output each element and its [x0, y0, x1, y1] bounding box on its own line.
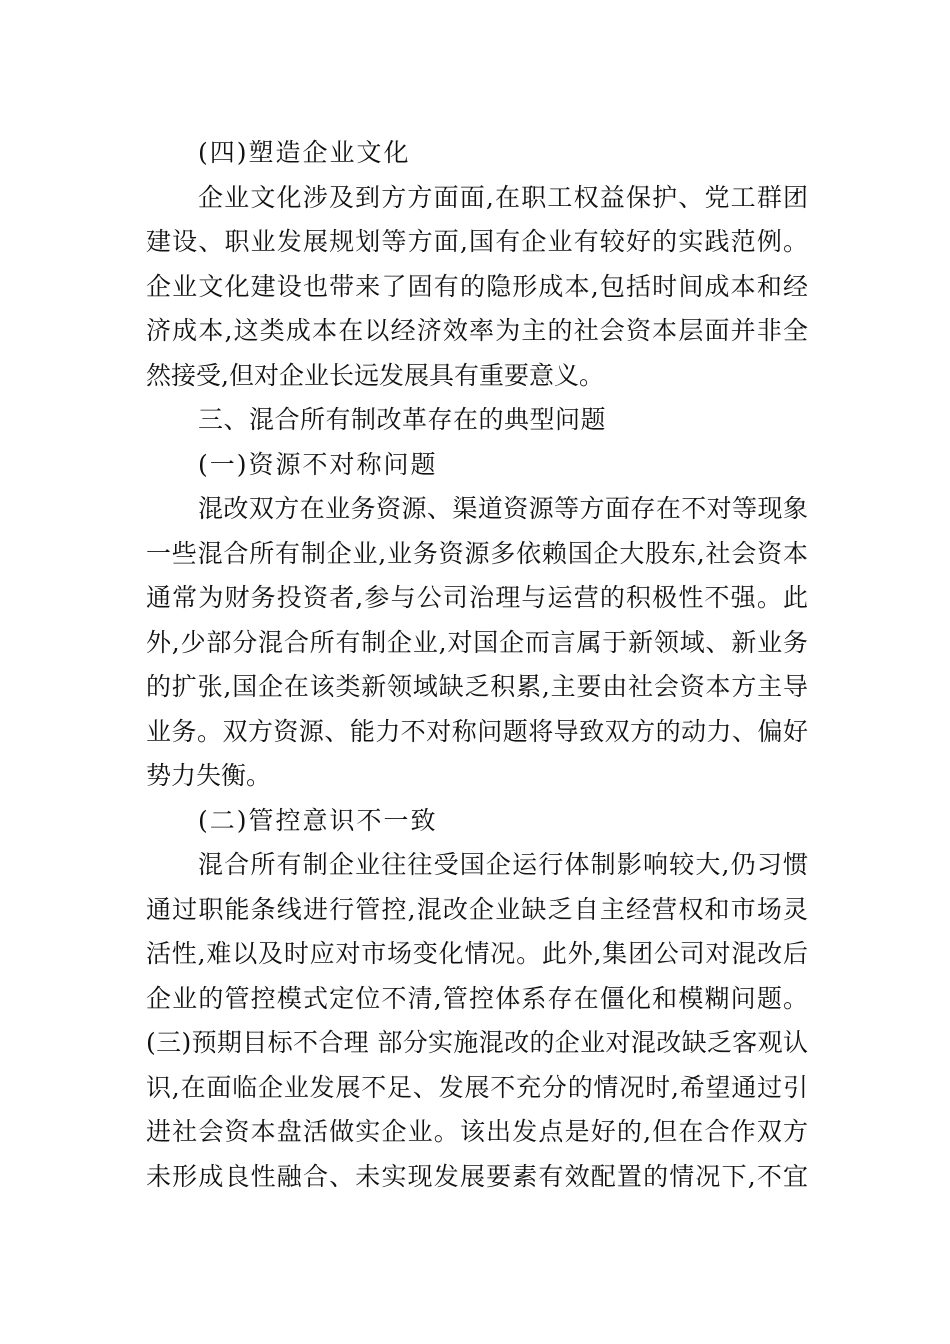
paragraph-line: 势力失衡。: [146, 761, 272, 790]
paragraph-line: 通常为财务投资者,参与公司治理与运营的积极性不强。此: [146, 583, 808, 612]
subheading-1-resource-asymmetry: (一)资源不对称问题: [198, 450, 438, 479]
paragraph-line: 济成本,这类成本在以经济效率为主的社会资本层面并非全: [146, 316, 808, 345]
paragraph-line: 活性,难以及时应对市场变化情况。此外,集团公司对混改后: [146, 939, 808, 968]
paragraph-line: 企业文化建设也带来了固有的隐形成本,包括时间成本和经: [146, 272, 808, 301]
paragraph-line: 业务。双方资源、能力不对称问题将导致双方的动力、偏好: [146, 717, 808, 746]
paragraph-line: 然接受,但对企业长远发展具有重要意义。: [146, 361, 604, 390]
paragraph-line: 通过职能条线进行管控,混改企业缺乏自主经营权和市场灵: [146, 895, 808, 924]
paragraph-line: 进社会资本盘活做实企业。该出发点是好的,但在合作双方: [146, 1117, 808, 1146]
subheading-4-corporate-culture: (四)塑造企业文化: [198, 138, 411, 167]
paragraph-line: 识,在面临企业发展不足、发展不充分的情况时,希望通过引: [146, 1073, 808, 1102]
paragraph-line: 企业文化涉及到方方面面,在职工权益保护、党工群团: [198, 183, 808, 212]
paragraph-line: 未形成良性融合、未实现发展要素有效配置的情况下,不宜: [146, 1162, 808, 1191]
paragraph-line: 企业的管控模式定位不清,管控体系存在僵化和模糊问题。: [146, 984, 808, 1013]
paragraph-line: 的扩张,国企在该类新领域缺乏积累,主要由社会资本方主导: [146, 672, 808, 701]
paragraph-line: 一些混合所有制企业,业务资源多依赖国企大股东,社会资本: [146, 539, 808, 568]
paragraph-line: 混改双方在业务资源、渠道资源等方面存在不对等现象: [198, 494, 808, 523]
subheading-2-control-awareness: (二)管控意识不一致: [198, 806, 438, 835]
paragraph-line: 外,少部分混合所有制企业,对国企而言属于新领域、新业务: [146, 628, 808, 657]
paragraph-line: 建设、职业发展规划等方面,国有企业有较好的实践范例。: [146, 227, 808, 256]
section-heading-3: 三、混合所有制改革存在的典型问题: [198, 405, 607, 434]
paragraph-line: 混合所有制企业往往受国企运行体制影响较大,仍习惯: [198, 850, 808, 879]
paragraph-line-subheading-3: (三)预期目标不合理 部分实施混改的企业对混改缺乏客观认: [146, 1028, 808, 1057]
